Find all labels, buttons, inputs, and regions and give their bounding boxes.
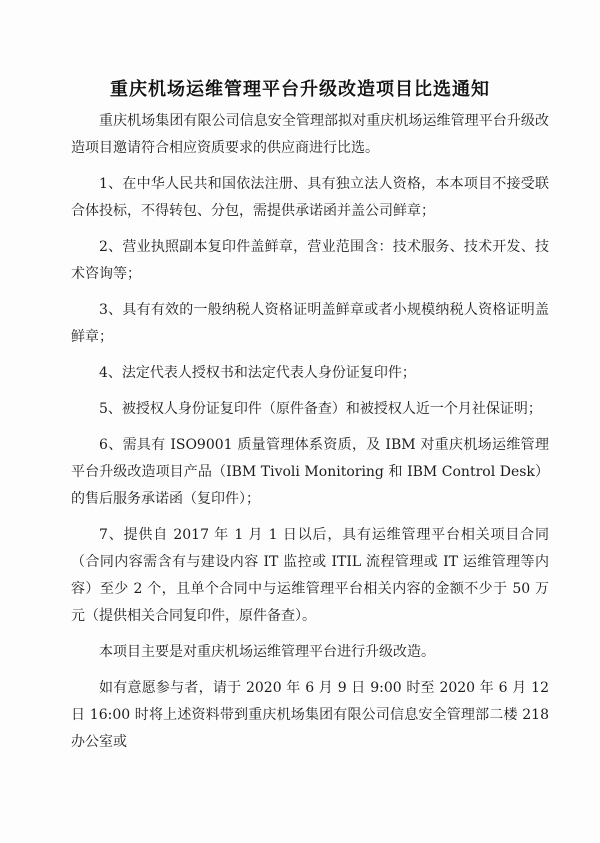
requirement-6: 6、需具有 ISO9001 质量管理体系资质，及 IBM 对重庆机场运维管理平台升级改造项目产品（IBM Tivoli Monitoring 和 IBM Control Desk）的售后服务承诺函（复印件）； bbox=[71, 437, 549, 507]
requirement-5: 5、被授权人身份证复印件（原件备查）和被授权人近一个月社保证明； bbox=[99, 401, 542, 417]
requirement-4: 4、法定代表人授权书和法定代表人身份证复印件； bbox=[99, 365, 416, 381]
requirement-1: 1、在中华人民共和国依法注册、具有独立法人资格，本本项目不接受联合体投标，不得转包、分包，需提供承诺函并盖公司鲜章； bbox=[71, 176, 549, 219]
requirement-2: 2、营业执照副本复印件盖鲜章，营业范围含：技术服务、技术开发、技术咨询等； bbox=[71, 239, 549, 282]
scope-paragraph: 本项目主要是对重庆机场运维管理平台进行升级改造。 bbox=[99, 644, 435, 660]
requirement-7: 7、提供自 2017 年 1 月 1 日以后，具有运维管理平台相关项目合同（合同内容需含有与建设内容 IT 监控或 ITIL 流程管理或 IT 运维管理等内容）至少 2 个，且单个合同中与运维管理平台相关内容的金额不少于 50 万元（提供相关合同复印件，原件备查）。 bbox=[71, 527, 549, 624]
instructions-paragraph: 如有意愿参与者，请于 2020 年 6 月 9 日 9:00 时至 2020 年 6 月 12 日 16:00 时将上述资料带到重庆机场集团有限公司信息安全管理部二楼 218 办公室或 bbox=[71, 680, 549, 750]
requirement-3: 3、具有有效的一般纳税人资格证明盖鲜章或者小规模纳税人资格证明盖鲜章； bbox=[71, 302, 549, 345]
document-title: 重庆机场运维管理平台升级改造项目比选通知 bbox=[110, 79, 490, 100]
intro-paragraph: 重庆机场集团有限公司信息安全管理部拟对重庆机场运维管理平台升级改造项目邀请符合相应资质要求的供应商进行比选。 bbox=[71, 113, 549, 156]
document-body bbox=[71, 108, 549, 765]
